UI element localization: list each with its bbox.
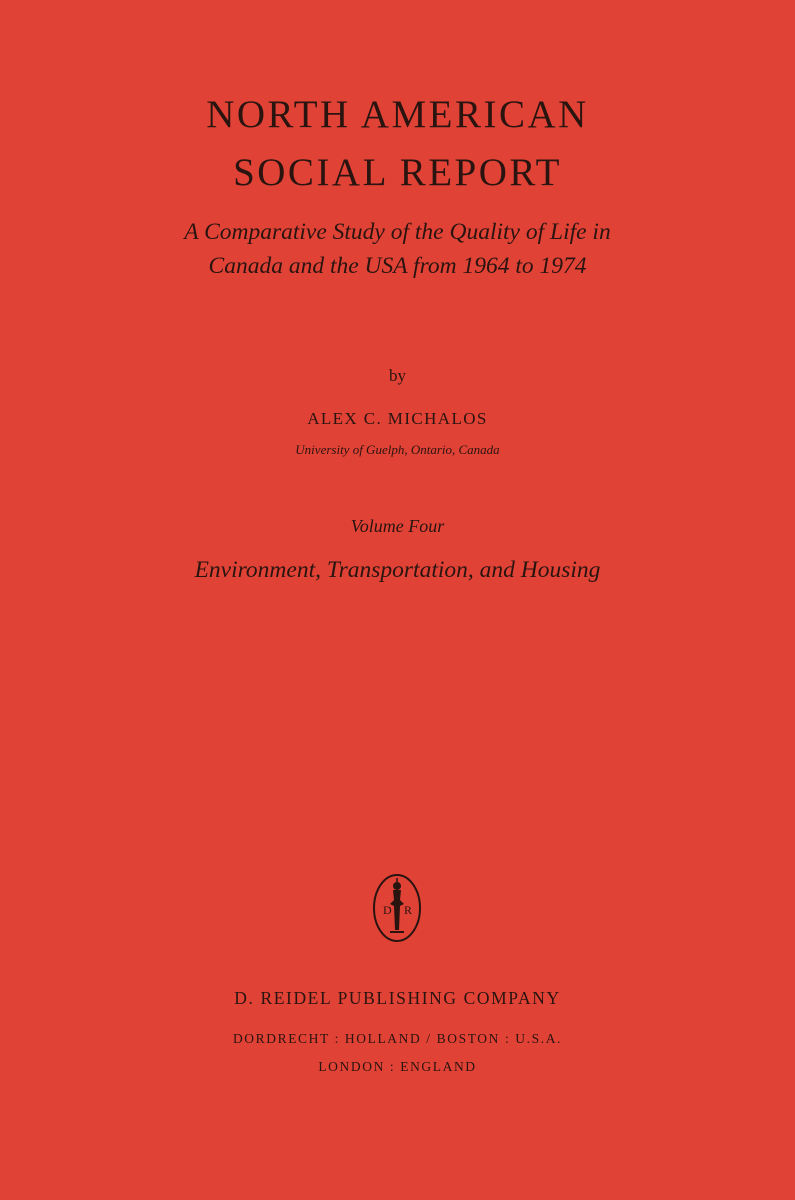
by-label: by [389, 366, 406, 385]
publisher-locations-1: DORDRECHT : HOLLAND / BOSTON : U.S.A. [232, 1031, 563, 1046]
publisher-logo-icon [362, 870, 432, 946]
publisher-locations-2: LONDON : ENGLAND [318, 1059, 477, 1074]
title-line-1: NORTH AMERICAN [206, 93, 589, 136]
logo-letter-d: D [383, 903, 392, 917]
subtitle-line-1: A Comparative Study of the Quality of Life in [184, 219, 611, 245]
volume-title: Environment, Transportation, and Housing [194, 557, 601, 583]
author-name: ALEX C. MICHALOS [307, 409, 488, 428]
volume-number: Volume Four [350, 516, 445, 536]
publisher-logo-svg [362, 870, 432, 946]
title-line-2: SOCIAL REPORT [233, 151, 562, 194]
logo-letter-r: R [404, 903, 413, 917]
publisher-name: D. REIDEL PUBLISHING COMPANY [234, 988, 561, 1008]
subtitle-line-2: Canada and the USA from 1964 to 1974 [208, 253, 587, 279]
author-affiliation: University of Guelph, Ontario, Canada [295, 442, 500, 457]
